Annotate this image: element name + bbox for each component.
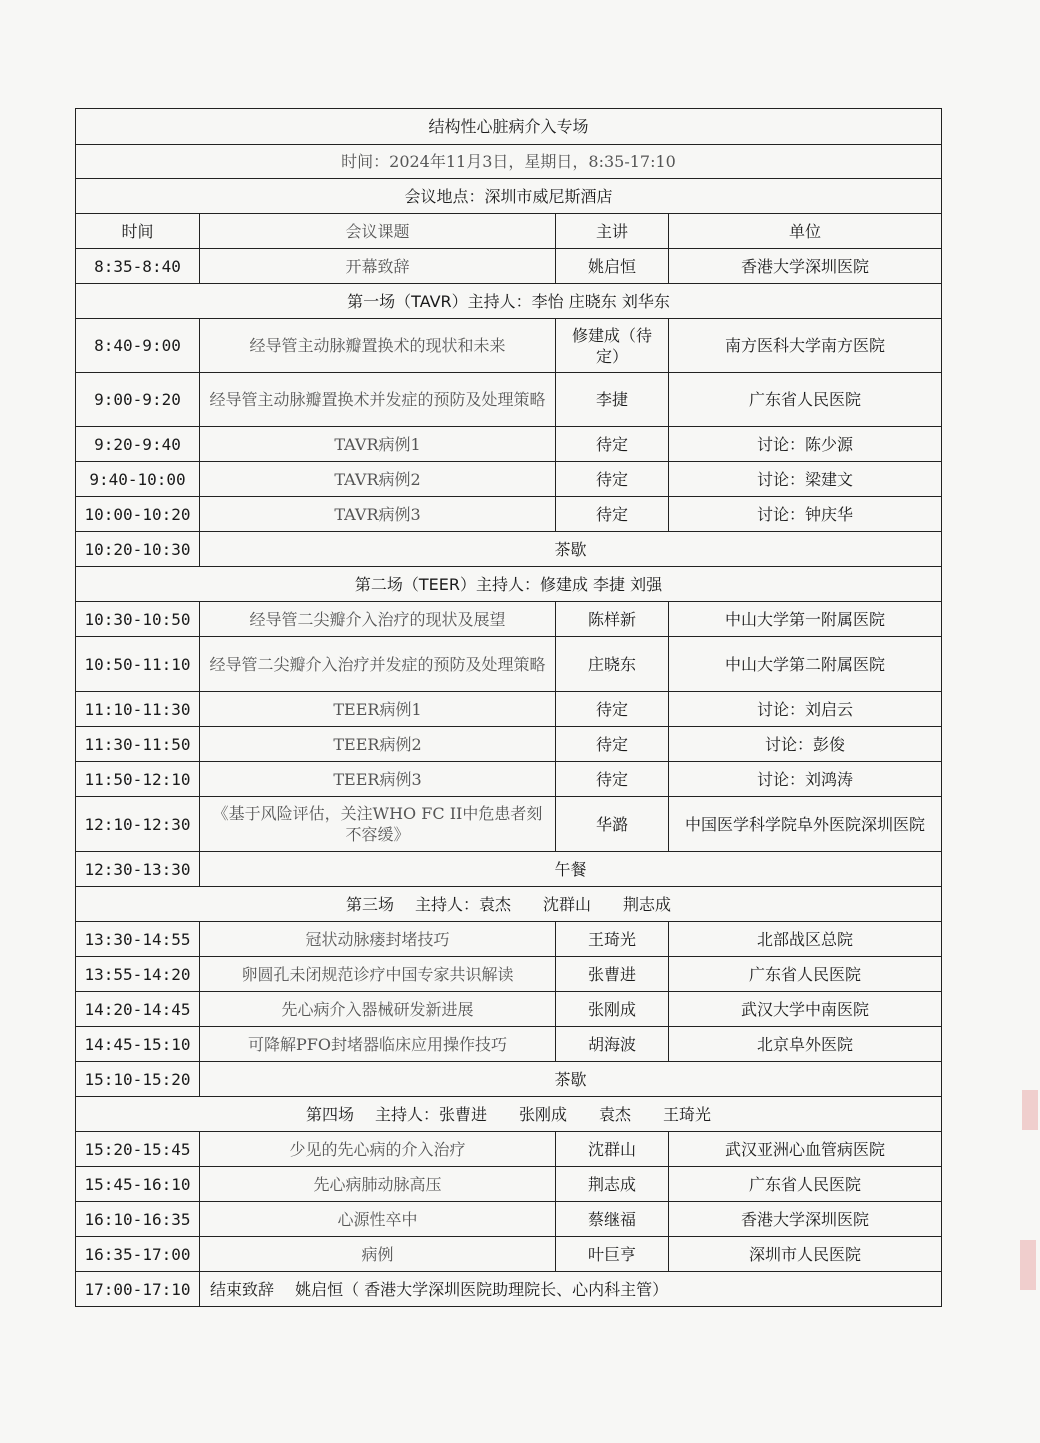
row-time: 9:40-10:00 [76, 462, 200, 497]
row-speaker: 李捷 [556, 373, 669, 427]
row-speaker: 华潞 [556, 797, 669, 852]
row-topic: TAVR病例3 [200, 497, 556, 532]
row-topic: 心源性卒中 [200, 1202, 556, 1237]
row-unit: 广东省人民医院 [669, 1167, 942, 1202]
schedule-venue: 会议地点：深圳市威尼斯酒店 [76, 179, 942, 214]
header-row [76, 214, 942, 249]
session-3-header: 第三场 主持人：袁杰 沈群山 荆志成 [76, 887, 942, 922]
row-unit: 讨论：钟庆华 [669, 497, 942, 532]
row-unit: 香港大学深圳医院 [669, 249, 942, 284]
row-speaker: 张刚成 [556, 992, 669, 1027]
row-unit: 武汉大学中南医院 [669, 992, 942, 1027]
break-time: 12:30-13:30 [76, 852, 200, 887]
row-speaker: 胡海波 [556, 1027, 669, 1062]
table-row [76, 957, 942, 992]
row-unit: 讨论：彭俊 [669, 727, 942, 762]
row-unit: 武汉亚洲心血管病医院 [669, 1132, 942, 1167]
row-topic: 经导管主动脉瓣置换术并发症的预防及处理策略 [200, 373, 556, 427]
row-unit: 讨论：陈少源 [669, 427, 942, 462]
row-time: 15:20-15:45 [76, 1132, 200, 1167]
header-speaker: 主讲 [556, 214, 669, 249]
row-unit: 深圳市人民医院 [669, 1237, 942, 1272]
row-time: 10:00-10:20 [76, 497, 200, 532]
row-topic: TEER病例2 [200, 727, 556, 762]
table-row [76, 922, 942, 957]
row-speaker: 姚启恒 [556, 249, 669, 284]
red-stamp-mark [1022, 1090, 1038, 1130]
row-unit: 讨论：刘启云 [669, 692, 942, 727]
row-time: 13:55-14:20 [76, 957, 200, 992]
row-unit: 北部战区总院 [669, 922, 942, 957]
row-speaker: 待定 [556, 727, 669, 762]
row-unit: 香港大学深圳医院 [669, 1202, 942, 1237]
break-label: 午餐 [200, 852, 942, 887]
row-unit: 中山大学第二附属医院 [669, 637, 942, 692]
table-row [76, 373, 942, 427]
session-2-header: 第二场（TEER）主持人：修建成 李捷 刘强 [76, 567, 942, 602]
break-row [76, 852, 942, 887]
row-speaker: 蔡继福 [556, 1202, 669, 1237]
row-topic: TAVR病例1 [200, 427, 556, 462]
table-row [76, 692, 942, 727]
table-row [76, 1027, 942, 1062]
row-unit: 中国医学科学院阜外医院深圳医院 [669, 797, 942, 852]
row-topic: 先心病介入器械研发新进展 [200, 992, 556, 1027]
header-time: 时间 [76, 214, 200, 249]
row-speaker: 张曹进 [556, 957, 669, 992]
row-topic: 经导管主动脉瓣置换术的现状和未来 [200, 319, 556, 373]
session-1-header: 第一场（TAVR）主持人：李怡 庄晓东 刘华东 [76, 284, 942, 319]
header-topic: 会议课题 [200, 214, 556, 249]
table-row [76, 797, 942, 852]
table-row [76, 1167, 942, 1202]
row-speaker: 叶巨亨 [556, 1237, 669, 1272]
table-row [76, 319, 942, 373]
table-row [76, 1237, 942, 1272]
row-speaker: 待定 [556, 497, 669, 532]
row-time: 9:00-9:20 [76, 373, 200, 427]
row-topic: 少见的先心病的介入治疗 [200, 1132, 556, 1167]
row-topic: TEER病例1 [200, 692, 556, 727]
red-stamp-mark [1020, 1240, 1036, 1290]
row-time: 15:45-16:10 [76, 1167, 200, 1202]
row-time: 16:35-17:00 [76, 1237, 200, 1272]
schedule-title: 结构性心脏病介入专场 [76, 109, 942, 145]
row-time: 14:20-14:45 [76, 992, 200, 1027]
row-speaker: 待定 [556, 692, 669, 727]
row-unit: 广东省人民医院 [669, 957, 942, 992]
row-time: 10:50-11:10 [76, 637, 200, 692]
row-time: 13:30-14:55 [76, 922, 200, 957]
row-time: 11:50-12:10 [76, 762, 200, 797]
row-topic: 卵圆孔未闭规范诊疗中国专家共识解读 [200, 957, 556, 992]
row-speaker: 待定 [556, 762, 669, 797]
table-row [76, 992, 942, 1027]
table-row [76, 1202, 942, 1237]
table-row [76, 602, 942, 637]
row-speaker: 沈群山 [556, 1132, 669, 1167]
break-row [76, 1062, 942, 1097]
table-row [76, 497, 942, 532]
table-row [76, 762, 942, 797]
row-topic: 可降解PFO封堵器临床应用操作技巧 [200, 1027, 556, 1062]
header-unit: 单位 [669, 214, 942, 249]
row-time: 9:20-9:40 [76, 427, 200, 462]
break-label: 茶歇 [200, 532, 942, 567]
row-time: 11:30-11:50 [76, 727, 200, 762]
row-speaker: 待定 [556, 427, 669, 462]
break-time: 15:10-15:20 [76, 1062, 200, 1097]
closing-text: 结束致辞 姚启恒（ 香港大学深圳医院助理院长、心内科主管） [200, 1272, 942, 1307]
row-topic: 经导管二尖瓣介入治疗的现状及展望 [200, 602, 556, 637]
row-unit: 北京阜外医院 [669, 1027, 942, 1062]
session-4-header: 第四场 主持人：张曹进 张刚成 袁杰 王琦光 [76, 1097, 942, 1132]
row-time: 12:10-12:30 [76, 797, 200, 852]
row-time: 14:45-15:10 [76, 1027, 200, 1062]
table-row [76, 637, 942, 692]
row-speaker: 待定 [556, 462, 669, 497]
row-unit: 讨论：梁建文 [669, 462, 942, 497]
row-speaker: 庄晓东 [556, 637, 669, 692]
row-speaker: 陈样新 [556, 602, 669, 637]
row-topic: 《基于风险评估，关注WHO FC II中危患者刻不容缓》 [200, 797, 556, 852]
row-speaker: 王琦光 [556, 922, 669, 957]
row-time: 8:40-9:00 [76, 319, 200, 373]
row-topic: 开幕致辞 [200, 249, 556, 284]
break-time: 10:20-10:30 [76, 532, 200, 567]
row-topic: TEER病例3 [200, 762, 556, 797]
row-time: 16:10-16:35 [76, 1202, 200, 1237]
row-speaker: 修建成（待定） [556, 319, 669, 373]
row-topic: 先心病肺动脉高压 [200, 1167, 556, 1202]
row-unit: 中山大学第一附属医院 [669, 602, 942, 637]
row-topic: 经导管二尖瓣介入治疗并发症的预防及处理策略 [200, 637, 556, 692]
row-topic: TAVR病例2 [200, 462, 556, 497]
closing-row [76, 1272, 942, 1307]
break-label: 茶歇 [200, 1062, 942, 1097]
row-unit: 讨论：刘鸿涛 [669, 762, 942, 797]
row-unit: 广东省人民医院 [669, 373, 942, 427]
table-row [76, 427, 942, 462]
break-row [76, 532, 942, 567]
schedule-table [75, 108, 942, 1307]
table-row [76, 1132, 942, 1167]
row-time: 10:30-10:50 [76, 602, 200, 637]
row-unit: 南方医科大学南方医院 [669, 319, 942, 373]
row-speaker: 荆志成 [556, 1167, 669, 1202]
row-time: 8:35-8:40 [76, 249, 200, 284]
table-row [76, 462, 942, 497]
schedule-time-line: 时间：2024年11月3日，星期日，8:35-17:10 [76, 145, 942, 179]
row-topic: 冠状动脉瘘封堵技巧 [200, 922, 556, 957]
row-time: 11:10-11:30 [76, 692, 200, 727]
closing-time: 17:00-17:10 [76, 1272, 200, 1307]
row-topic: 病例 [200, 1237, 556, 1272]
opening-row [76, 249, 942, 284]
table-row [76, 727, 942, 762]
